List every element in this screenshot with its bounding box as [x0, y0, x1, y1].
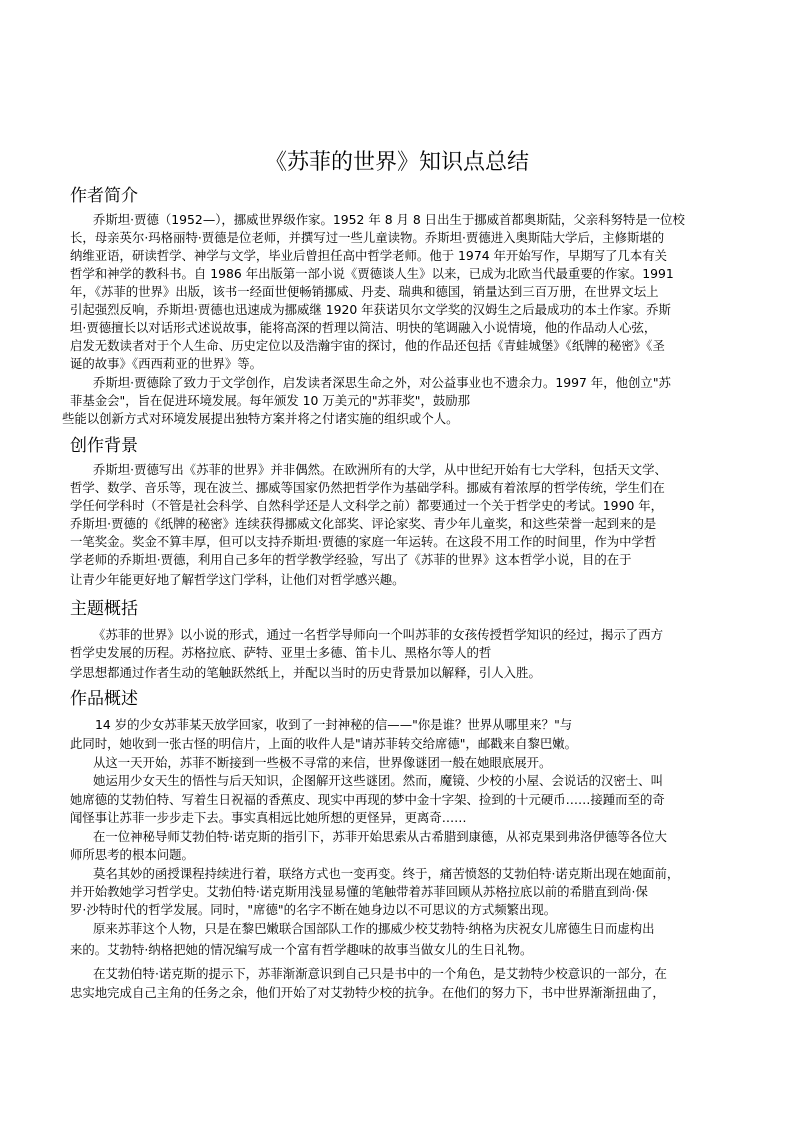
text-line: 年，《苏菲的世界》出版，该书一经面世便畅销挪威、丹麦、瑞典和德国，销量达到三百万册，在世界文坛上 [70, 284, 659, 299]
text-line: 菲基金会"，旨在促进环境发展。每年颁发 10 万美元的"苏菲奖"，鼓励那 [70, 393, 471, 408]
text-line: 乔斯坦·贾德的《纸牌的秘密》连续获得挪威文化部奖、评论家奖、青少年儿童奖，和这些荣誉一起到来的是 [70, 516, 657, 531]
text-line: 《苏菲的世界》以小说的形式，通过一名哲学导师向一个叫苏菲的女孩传授哲学知识的经过，揭示了西方 [93, 627, 663, 642]
text-line: 师所思考的根本问题。 [70, 847, 194, 862]
text-line: 一笔奖金。奖金不算丰厚，但可以支持乔斯坦·贾德的家庭一年运转。在这段不用工作的时间里，作为中学哲 [70, 534, 657, 549]
text-line: 哲学史发展的历程。苏格拉底、萨特、亚里士多德、笛卡儿、黑格尔等人的哲 [70, 645, 492, 660]
text-line: 并开始教她学习哲学史。艾勃伯特·诺克斯用浅显易懂的笔触带着苏菲回顾从苏格拉底以前的希腊直到尚·保 [70, 884, 648, 899]
text-line: 闻怪事让苏菲一步步走下去。事实真相远比她所想的更怪异，更离奇…… [70, 810, 467, 825]
text-line: 罗·沙特时代的哲学发展。同时，"席德"的名字不断在她身边以不可思议的方式频繁出现。 [70, 902, 557, 917]
section-heading-author: 作者简介 [70, 186, 138, 206]
text-line: 此同时，她收到一张古怪的明信片，上面的收件人是"请苏菲转交给席德"，邮戳来自黎巴嫩。 [70, 736, 578, 751]
section-heading-theme: 主题概括 [70, 599, 138, 619]
text-line: 哲学、数学、音乐等，现在波兰、挪威等国家仍然把哲学作为基础学科。挪威有着浓厚的哲学传统，学生们在 [70, 480, 665, 495]
text-line: 她席德的艾勃伯特、写着生日祝福的香蕉皮、现实中再现的梦中金十字架、捡到的十元硬币……接踵而至的奇 [70, 792, 665, 807]
text-line: 在一位神秘导师艾勃伯特·诺克斯的指引下，苏菲开始思索从古希腊到康德，从祁克果到弗洛伊德等各位大 [93, 829, 667, 844]
text-line: 学老师的乔斯坦·贾德，利用自己多年的哲学教学经验，写出了《苏菲的世界》这本哲学小说，目的在于 [70, 552, 632, 567]
text-line: 让青少年能更好地了解哲学这门学科，让他们对哲学感兴趣。 [70, 572, 405, 587]
text-line: 引起强烈反响，乔斯坦·贾德也迅速成为挪威继 1920 年获诺贝尔文学奖的汉姆生之后最成功的本土作家。乔斯 [70, 302, 671, 317]
text-line: 纳维亚语，研读哲学、神学与文学，毕业后曾担任高中哲学老师。他于 1974 年开始写作，早期写了几本有关 [70, 248, 667, 263]
text-line: 坦·贾德擅长以对话形式述说故事，能将高深的哲理以简洁、明快的笔调融入小说情境，他的作品动人心弦， [70, 320, 657, 335]
text-line: 些能以创新方式对环境发展提出独特方案并将之付诸实施的组织或个人。 [62, 411, 459, 426]
text-line: 哲学和神学的教科书。自 1986 年出版第一部小说《贾德谈人生》以来，已成为北欧当代最重要的作家。1991 [70, 266, 674, 281]
text-line: 乔斯坦·贾德除了致力于文学创作，启发读者深思生命之外，对公益事业也不遗余力。1997 年，他创立"苏 [93, 375, 671, 390]
text-line: 诞的故事》《西西莉亚的世界》等。 [70, 356, 263, 371]
text-line: 从这一天开始，苏菲不断接到一些极不寻常的来信，世界像谜团一般在她眼底展开。 [93, 755, 552, 770]
text-line: 14 岁的少女苏菲某天放学回家，收到了一封神秘的信——"你是谁？世界从哪里来？"与 [95, 717, 573, 732]
text-line: 启发无数读者对于个人生命、历史定位以及浩瀚宇宙的探讨，他的作品还包括《青蛙城堡》《纸牌的秘密》《圣 [70, 338, 665, 353]
text-line: 在艾勃伯特·诺克斯的提示下，苏菲渐渐意识到自己只是书中的一个角色，是艾勃特少校意识的一部分，在 [93, 966, 667, 981]
text-line: 长，母亲英尔·玛格丽特·贾德是位老师，并撰写过一些儿童读物。乔斯坦·贾德进入奥斯陆大学后，主修斯堪的 [70, 230, 665, 245]
text-line: 她运用少女天生的悟性与后天知识，企图解开这些谜团。然而，魔镜、少校的小屋、会说话的汉密士、叫 [93, 773, 663, 788]
text-line: 乔斯坦·贾德写出《苏菲的世界》并非偶然。在欧洲所有的大学，从中世纪开始有七大学科，包括天文学、 [93, 462, 667, 477]
text-line: 原来苏菲这个人物，只是在黎巴嫩联合国部队工作的挪威少校艾勃特·纳格为庆祝女儿席德生日而虚构出 [93, 921, 655, 936]
text-line: 乔斯坦·贾德（1952—），挪威世界级作家。1952 年 8 月 8 日出生于挪威首都奥斯陆，父亲科努特是一位校 [93, 212, 685, 227]
text-line: 忠实地完成自己主角的任务之余，他们开始了对艾勃特少校的抗争。在他们的努力下，书中世界渐渐扭曲了， [70, 985, 665, 1000]
section-heading-summary: 作品概述 [70, 689, 138, 709]
section-heading-background: 创作背景 [70, 436, 138, 456]
text-line: 学任何学科时（不管是社会科学、自然科学还是人文科学之前）都要通过一个关于哲学史的考试。1990 年， [70, 498, 664, 513]
text-line: 学思想都通过作者生动的笔触跃然纸上，并配以当时的历史背景加以解释，引人入胜。 [70, 665, 541, 680]
text-line: 莫名其妙的函授课程持续进行着，联络方式也一变再变。终于，痛苦愤怒的艾勃伯特·诺克斯出现在她面前， [93, 866, 680, 881]
document-title: 《苏菲的世界》知识点总结 [264, 150, 529, 175]
text-line: 来的。艾勃特·纳格把她的情况编写成一个富有哲学趣味的故事当做女儿的生日礼物。 [70, 942, 533, 957]
